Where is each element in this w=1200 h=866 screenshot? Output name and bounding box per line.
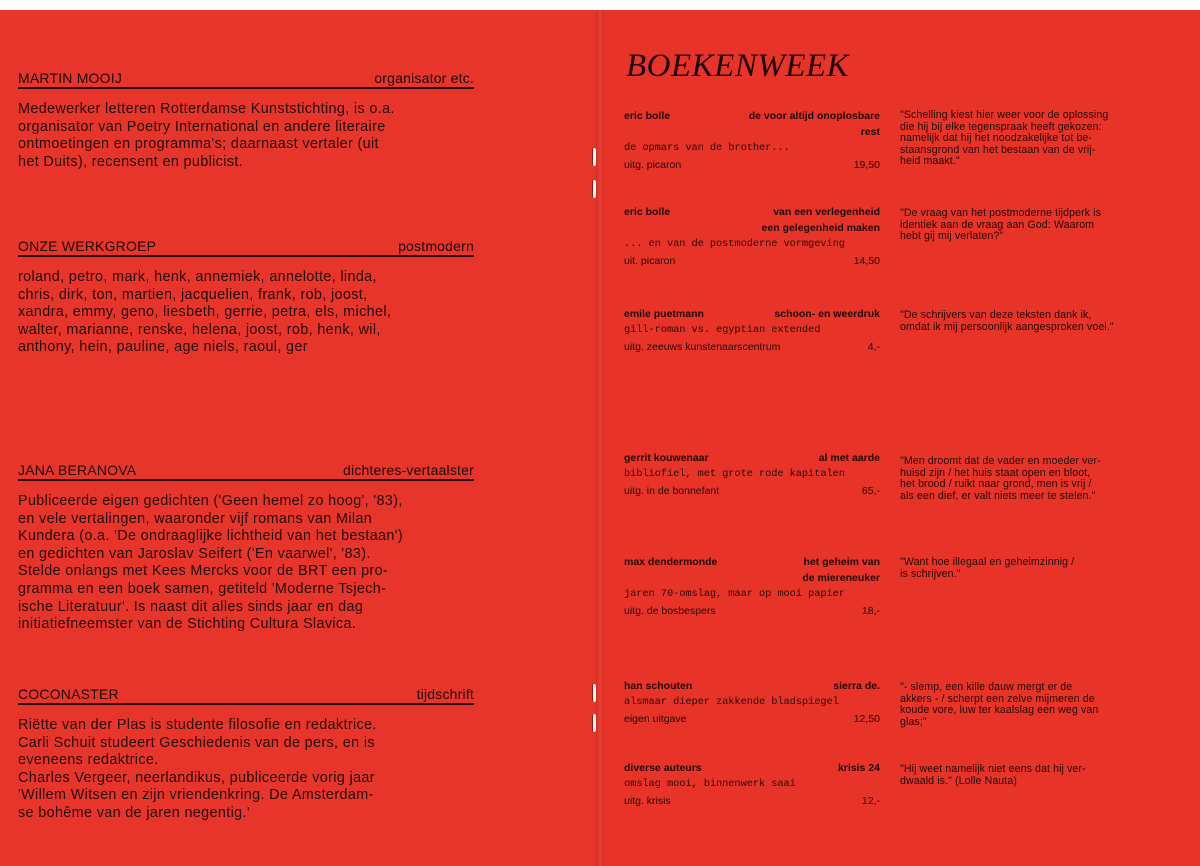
book-title: al met aarde bbox=[818, 452, 880, 464]
book-title: van een verlegenheid bbox=[773, 206, 880, 218]
book-row bbox=[624, 306, 880, 322]
book-note: alsmaar dieper zakkende bladspiegel bbox=[624, 696, 839, 708]
book-note: ... en van de postmoderne vormgeving bbox=[624, 238, 845, 250]
book-author: emile puetmann bbox=[624, 308, 704, 320]
book-publisher: uitg. de bosbespers bbox=[624, 605, 716, 617]
book-note: bibliofiel, met grote rode kapitalen bbox=[624, 468, 845, 480]
book-entry bbox=[624, 554, 880, 620]
section-role: postmodern bbox=[398, 238, 474, 254]
book-entry bbox=[624, 204, 880, 270]
book-row bbox=[624, 570, 880, 586]
book-note: jaren 70-omslag, maar op mooi papier bbox=[624, 588, 845, 600]
book-quote: "De vraag van het postmoderne tijdperk is identiek aan de vraag aan God: Waarom hebt gij mij verlaten?" bbox=[900, 207, 1102, 243]
section-jana-beranova bbox=[18, 462, 474, 634]
section-header bbox=[18, 238, 474, 257]
book-title: rest bbox=[860, 126, 880, 138]
book-publisher: uit. picaron bbox=[624, 255, 676, 267]
book-price: 19,50 bbox=[853, 159, 880, 171]
staple-bottom-lower bbox=[592, 714, 596, 732]
staple-top bbox=[592, 148, 596, 166]
section-role: organisator etc. bbox=[374, 70, 474, 86]
book-price: 65,- bbox=[861, 485, 880, 497]
book-row bbox=[624, 554, 880, 570]
book-author: eric bolle bbox=[624, 110, 671, 122]
book-publisher-row bbox=[624, 793, 880, 810]
section-header bbox=[18, 462, 474, 481]
book-publisher-row bbox=[624, 603, 880, 620]
section-name: ONZE WERKGROEP bbox=[18, 238, 157, 254]
book-publisher-row bbox=[624, 253, 880, 270]
book-author: max dendermonde bbox=[624, 556, 718, 568]
book-row bbox=[624, 220, 880, 236]
book-publisher-row bbox=[624, 483, 880, 500]
book-quote: "Hij weet namelijk niet eens dat hij ver- dwaald is." (Lolle Nauta) bbox=[900, 763, 1086, 787]
book-title: krisis 24 bbox=[837, 762, 880, 774]
staple-top-lower bbox=[592, 180, 596, 198]
section-name: MARTIN MOOIJ bbox=[18, 70, 123, 86]
book-price: 12,- bbox=[861, 795, 880, 807]
section-body: Publiceerde eigen gedichten ('Geen hemel zo hoog', '83), en vele vertalingen, waaronder vijf romans van Milan Kundera (o.a. 'De ondraaglijke lichtheid van het bestaan') en gedichten van Jaroslav Seifert ('En vaarwel', '83). Stelde onlangs met Kees Mercks voor de BRT een pro- gramma en een boek samen, getiteld 'Moderne Tsjech- ische Literatuur'. Is naast dit alles sinds jaar en dag initiatiefneemster van de Stichting Cultura Slavica. bbox=[18, 493, 403, 633]
book-row bbox=[624, 204, 880, 220]
book-quote: "De schrijvers van deze teksten dank ik, omdat ik mij persoonlijk aangesproken voel." bbox=[900, 309, 1114, 333]
book-author: diverse auteurs bbox=[624, 762, 702, 774]
section-onze-werkgroep bbox=[18, 238, 474, 357]
book-price: 4,- bbox=[867, 341, 880, 353]
section-body: Riëtte van der Plas is studente filosofie en redaktrice. Carli Schuit studeert Geschiedenis van de pers, en is eveneens redaktrice. Charles Vergeer, neerlandikus, publiceerde vorig jaar 'Willem Witsen en zijn vriendenkring. De Amsterdam- se bohême van de jaren negentig.' bbox=[18, 717, 377, 821]
section-role: tijdschrift bbox=[416, 686, 474, 702]
book-note: de opmars van de brother... bbox=[624, 142, 790, 154]
book-quote: "Schelling kiest hier weer voor de oplossing die hij bij elke tegenspraak heeft gekozen: namelijk dat hij het noodzakelijke tot be- staansgrond van het bestaan van de vrij- heid maakt." bbox=[900, 109, 1109, 168]
section-role: dichteres-vertaalster bbox=[342, 462, 474, 478]
book-note: omslag mooi, binnenwerk saai bbox=[624, 778, 796, 790]
book-title: sierra de. bbox=[833, 680, 880, 692]
book-row bbox=[624, 760, 880, 776]
section-body: roland, petro, mark, henk, annemiek, annelotte, linda, chris, dirk, ton, martien, jacquelien, frank, rob, joost, xandra, emmy, geno, liesbeth, gerrie, petra, els, michel, walter, marianne, renske, helena, joost, rob, henk, wil, anthony, hein, pauline, age niels, raoul, ger bbox=[18, 269, 392, 356]
book-quote: "- slemp, een kille dauw mergt er de akkers - / scherpt een zelve mijmeren de koude vore, luw ter kaalslag een weg van glas;" bbox=[900, 681, 1099, 728]
book-publisher: uitg. picaron bbox=[624, 159, 682, 171]
section-coconaster bbox=[18, 686, 474, 823]
book-note: gill-roman vs. egyptian extended bbox=[624, 324, 821, 336]
book-price: 14,50 bbox=[853, 255, 880, 267]
book-publisher: uitg. krisis bbox=[624, 795, 671, 807]
book-publisher: uitg. in de bonnefant bbox=[624, 485, 720, 497]
book-quote: "Want hoe illegaal en geheimzinnig / is schrijven." bbox=[900, 556, 1075, 580]
book-row bbox=[624, 450, 880, 466]
section-name: COCONASTER bbox=[18, 686, 119, 702]
book-entry bbox=[624, 306, 880, 356]
book-publisher-row bbox=[624, 339, 880, 356]
book-title: de miereneuker bbox=[802, 572, 880, 584]
book-row bbox=[624, 678, 880, 694]
book-price: 18,- bbox=[861, 605, 880, 617]
section-header bbox=[18, 686, 474, 705]
book-entry bbox=[624, 678, 880, 728]
book-publisher-row bbox=[624, 157, 880, 174]
book-title: het geheim van bbox=[803, 556, 880, 568]
book-publisher: eigen uitgave bbox=[624, 713, 687, 725]
book-title: de voor altijd onoplosbare bbox=[748, 110, 880, 122]
section-name: JANA BERANOVA bbox=[18, 462, 137, 478]
section-body: Medewerker letteren Rotterdamse Kunststichting, is o.a. organisator van Poetry International en andere literaire ontmoetingen en programma's; daarnaast vertaler (uit het Duits), recensent en publicist. bbox=[18, 101, 395, 170]
book-entry bbox=[624, 450, 880, 500]
book-author: gerrit kouwenaar bbox=[624, 452, 709, 464]
book-entry bbox=[624, 108, 880, 174]
section-martin-mooij bbox=[18, 70, 474, 171]
book-publisher-row bbox=[624, 711, 880, 728]
staple-bottom bbox=[592, 684, 596, 702]
book-publisher: uitg. zeeuws kunstenaarscentrum bbox=[624, 341, 781, 353]
book-row bbox=[624, 108, 880, 124]
booklet-spine bbox=[596, 10, 604, 866]
book-author: eric bolle bbox=[624, 206, 671, 218]
book-author: han schouten bbox=[624, 680, 693, 692]
book-price: 12,50 bbox=[853, 713, 880, 725]
book-quote: "Men droomt dat de vader en moeder ver- huisd zijn / het huis staat open en bloot, het brood / ruikt naar grond, men is vrij / als een dief, er valt niets meer te stelen." bbox=[900, 455, 1101, 502]
book-title: een gelegenheid maken bbox=[761, 222, 880, 234]
section-header bbox=[18, 70, 474, 89]
book-title: schoon- en weerdruk bbox=[774, 308, 880, 320]
book-row bbox=[624, 124, 880, 140]
book-entry bbox=[624, 760, 880, 810]
page-title: BOEKENWEEK bbox=[626, 48, 850, 84]
